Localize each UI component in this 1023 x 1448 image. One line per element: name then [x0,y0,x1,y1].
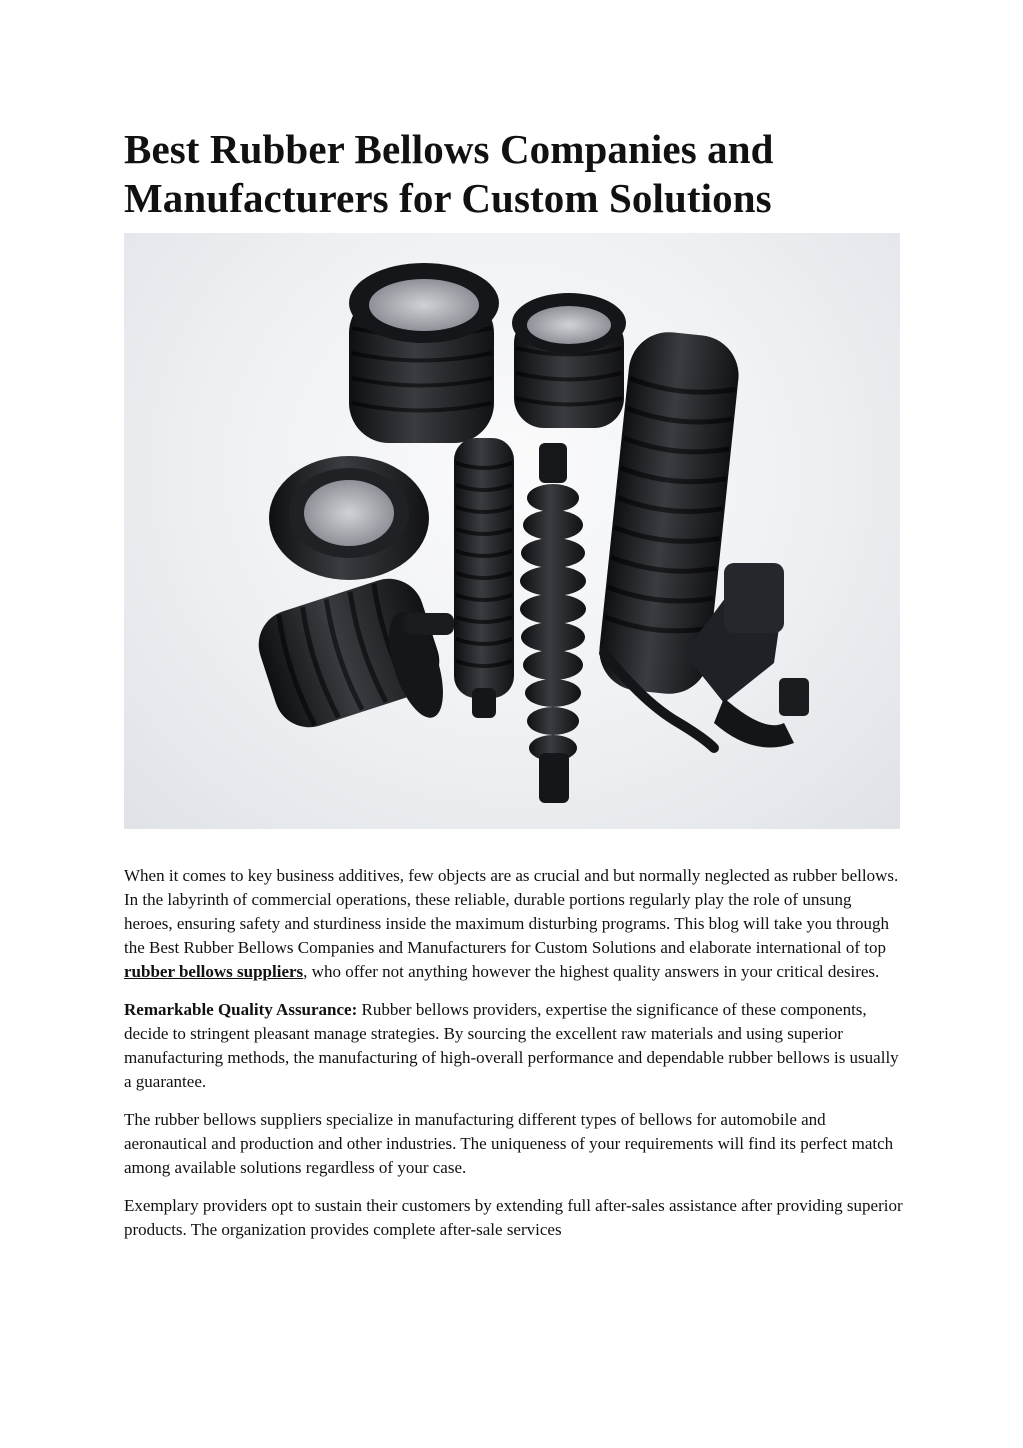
rubber-bellows-illustration [124,233,900,829]
paragraph-specialize: The rubber bellows suppliers specialize in manufacturing different types of bellows for automobile and aeronautical and production and other industries. The uniqueness of your requirements will find its perfect match among available solutions regardless of your case. [124,1110,894,1177]
rubber-bellows-suppliers-link[interactable]: rubber bellows suppliers [124,962,304,981]
document-page [124,125,904,1256]
segmented-boot [520,443,586,803]
paragraph-intro [124,864,904,984]
large-bellows [349,263,499,443]
intro-text-end: , who offer not anything however the highest quality answers in your critical desires. [303,962,880,981]
rubber-bellows-photo [124,233,900,829]
ring-boot [269,456,429,580]
quality-text: Rubber bellows providers, expertise the significance of these components, decide to stringent pleasant manage strategies. By sourcing the excellent raw materials and using superior manufacturing methods, the manufacturing of high-overall performance and dependable rubber bellows is usually a guarantee. [124,1000,899,1091]
paragraph-after-sales: Exemplary providers opt to sustain their customers by extending full after-sales assistance after providing superior products. The organization provides complete after-sale services [124,1196,903,1239]
lower-bellows [250,570,454,737]
article-body [124,864,904,1242]
page-title: Best Rubber Bellows Companies and Manufacturers for Custom Solutions [124,126,774,221]
slim-bellows [454,438,514,718]
paragraph-quality [124,998,904,1094]
medium-bellows [512,293,626,428]
intro-text: When it comes to key business additives, few objects are as crucial and but normally neglected as rubber bellows. In the labyrinth of commercial operations, these reliable, durable portions regularly play the role of unsung heroes, ensuring safety and sturdiness inside the maximum disturbing programs. This blog will take you through the Best Rubber Bellows Companies and Manufacturers for Custom Solutions and elaborate international of top [124,866,899,957]
quality-lead: Remarkable Quality Assurance: [124,1000,358,1019]
